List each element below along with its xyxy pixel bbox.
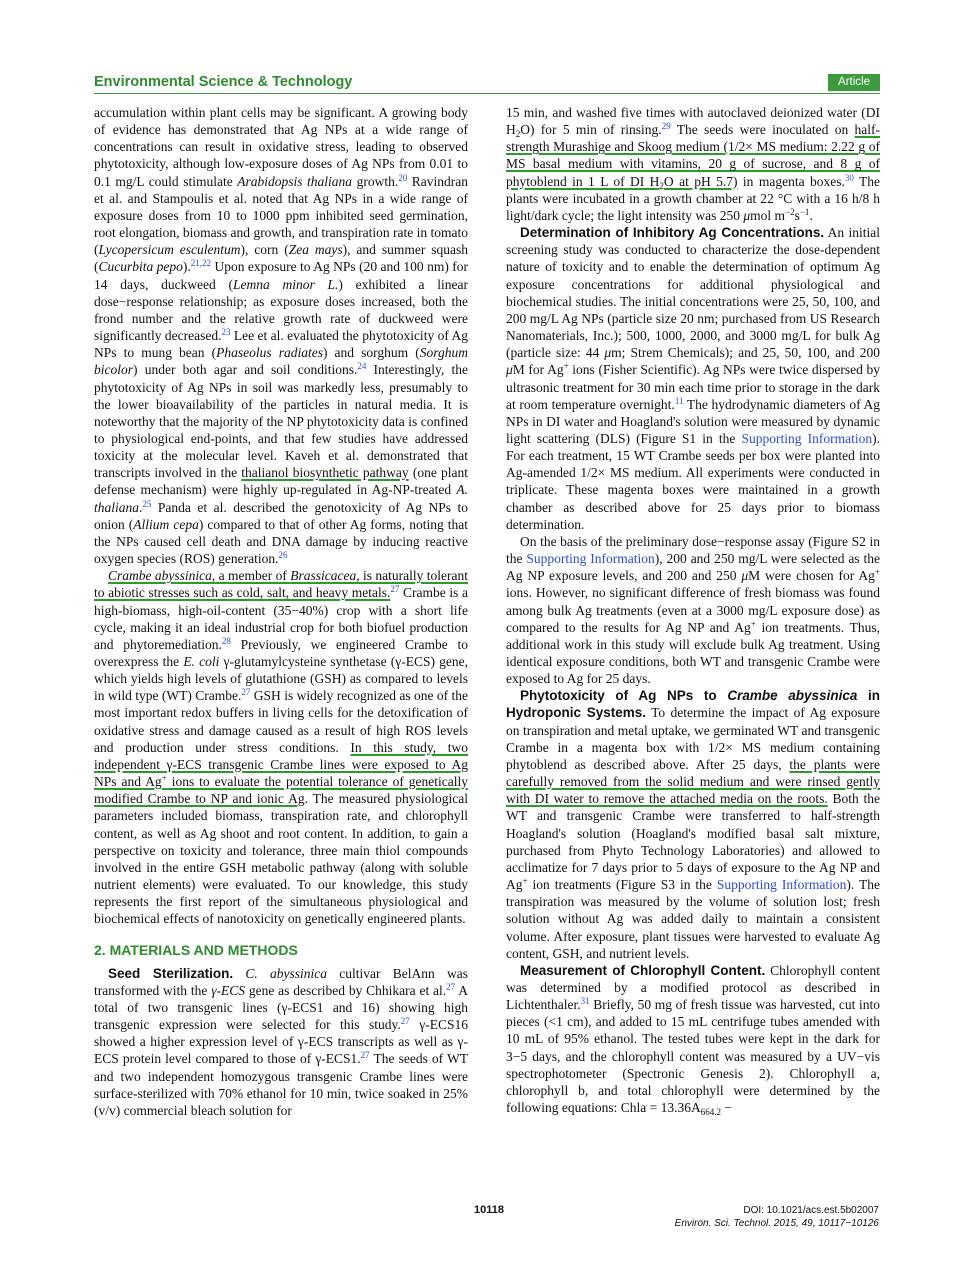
citation-link[interactable]: 26: [278, 550, 288, 561]
doi-link[interactable]: DOI: 10.1021/acs.est.5b02007: [743, 1205, 879, 1216]
header-rule: [94, 93, 880, 94]
paragraph: Measurement of Chlorophyll Content. Chlorophyll content was determined by a modified protocol as described in Lichtenthaler.$^{31}$ Briefly, 50 mg of fresh tissue was harvested, cut into pieces (<1 cm), and added to 15 mL centrifuge tubes amended with 10 mL of 95% ethanol. The tested tubes were kept in the dark for 3−5 days, and the chlorophyll content was measured by a UV−vis spectrophotometer (Spectronic Genesis 2). Chlorophyll a, chlorophyll b, and total chlorophyll were determined by the following equations: Chla = $13.36A_{664.2}$ −: [506, 962, 880, 1118]
left-column: [94, 104, 468, 1119]
journal-citation: Environ. Sci. Technol. 2015, 49, 10117−10126: [674, 1218, 879, 1229]
citation-link[interactable]: 11: [674, 395, 684, 406]
citation-link[interactable]: 25: [142, 498, 152, 509]
article-type-badge: Article: [828, 74, 880, 91]
citation-link[interactable]: 28: [221, 635, 231, 646]
citation-link[interactable]: 21,22: [190, 258, 212, 269]
citation-link[interactable]: 24: [357, 361, 367, 372]
citation-link[interactable]: 27: [390, 584, 400, 595]
paragraph: Determination of Inhibitory Ag Concentrations. An initial screening study was conducted to characterize the dose-dependent nature of toxicity and to enable the determination of optimum Ag exposure concentrations for additional physiological and biochemical studies. The initial concentrations were 25, 50, 100, and 200 mg/L Ag NPs (particle size 20 nm; purchased from US Research Nanomaterials, Inc.); 500, 1000, 2000, and 3000 mg/L for bulk Ag (particle size: 44 μm; Strem Chemicals); and 25, 50, 100, and 200 μM for Ag+ ions (Fisher Scientific). Ag NPs were twice dispersed by ultrasonic treatment for 30 min each time prior to storage in the dark at room temperature overnight.$^{11}$ The hydrodynamic diameters of Ag NPs in DI water and Hoagland's solution were measured by dynamic light scattering (DLS) (Figure S1 in the Supporting Information). For each treatment, 15 WT Crambe seeds per box were planted into Ag-amended 1/2× MS medium. All experiments were conducted in triplicate. These magenta boxes were maintained in a growth chamber as described above for 25 days prior to biomass determination.: [506, 225, 881, 532]
section-heading: 2. MATERIALS AND METHODS: [94, 941, 298, 958]
highlight: half-strength Murashige and Skoog medium (1/2× MS medium: 2.22 g of MS basal medium with vitamins, 20 g of sucrose, and 8 g of phytoblend in 1 L of DI $H_2O$ at pH 5.7): [506, 122, 880, 191]
citation-link[interactable]: 27: [446, 981, 456, 992]
run-in-heading: Determination of Inhibitory Ag Concentrations.: [520, 225, 825, 241]
supporting-info-link[interactable]: Supporting Information: [526, 551, 655, 567]
citation-link[interactable]: 27: [241, 687, 251, 698]
right-column: [506, 104, 880, 1116]
citation-link[interactable]: 20: [398, 172, 408, 183]
page-number: 10118: [474, 1204, 504, 1216]
paragraph: 15 min, and washed five times with autoclaved deionized water (DI $H_2O$) for 5 min of rinsing.$^{29}$ The seeds were inoculated on half-strength Murashige and Skoog medium (1/2× MS medium: 2.22 g of MS basal medium with vitamins, 20 g of sucrose, and 8 g of phytoblend in 1 L of DI $H_2O$ at pH 5.7) in magenta boxes.$^{30}$ The plants were incubated in a growth chamber at 22 °C with a 16 h/8 h light/dark cycle; the light intensity was 250 μmol $m^{-2}s^{-1}$.: [506, 105, 880, 223]
run-in-heading: Measurement of Chlorophyll Content.: [520, 962, 766, 978]
footer-citation: [675, 1204, 879, 1230]
citation-link[interactable]: 27: [400, 1016, 410, 1027]
page-header: [94, 74, 880, 94]
highlight: Crambe abyssinica, a member of Brassicacea, is naturally tolerant to abiotic stresses such as cold, salt, and heavy metals.: [94, 568, 469, 601]
run-in-heading: Phytotoxicity of Ag NPs to Crambe abyssinica in Hydroponic Systems.: [506, 688, 881, 721]
paragraph: On the basis of the preliminary dose−response assay (Figure S2 in the Supporting Information), 200 and 250 mg/L were selected as the Ag NP exposure levels, and 200 and 250 μM were chosen for Ag+ ions. However, no significant difference of fresh biomass was found among bulk Ag treatments (even at a 3000 mg/L exposure dose) as compared to the results for Ag NP and Ag+ ion treatments. Thus, additional work in this study will exclude bulk Ag treatment. Using identical exposure conditions, both WT and transgenic Crambe were exposed to Ag for 25 days.: [506, 533, 880, 687]
paragraph: Phytotoxicity of Ag NPs to Crambe abyssinica in Hydroponic Systems. To determine the impact of Ag exposure on transpiration and metal uptake, we germinated WT and transgenic Crambe in a magenta box with 1/2× MS medium containing phytoblend as described above. After 25 days, the plants were carefully removed from the solid medium and were rinsed gently with DI water to remove the attached media on the roots. Both the WT and transgenic Crambe were transferred to half-strength Hoagland's solution (Hoagland's modified basal salt mixture, purchased from Phyto Technology Laboratories) and allowed to acclimatize for 7 days prior to 5 days of exposure to the Ag NP and Ag+ ion treatments (Figure S3 in the Supporting Information). The transpiration was measured by the volume of solution lost; fresh solution without Ag was added daily to maintain a consistent volume. After exposure, plant tissues were harvested to evaluate Ag content, GSH, and nutrient levels.: [506, 688, 881, 961]
run-in-heading: Seed Sterilization.: [108, 965, 234, 981]
paragraph: accumulation within plant cells may be significant. A growing body of evidence has demonstrated that Ag NPs at a wide range of concentrations can result in oxidative stress, leading to observed phytotoxicity, although low-exposure doses of Ag NPs from 0.01 to 0.1 mg/L could stimulate Arabidopsis thaliana growth.$^{20}$ Ravindran et al. and Stampoulis et al. noted that Ag NPs in a wide range of exposure doses from 10 to 1000 ppm inhibited seed germination, root elongation, biomass and growth, and transpiration rate in tomato (Lycopersicum esculentum), corn (Zea mays), and summer squash (Cucurbita pepo).$^{21,22}$ Upon exposure to Ag NPs (20 and 100 nm) for 14 days, duckweed (Lemna minor L.) exhibited a linear dose−response relationship; as exposure doses increased, both the frond number and the relative growth rate of duckweed were significantly decreased.$^{23}$ Lee et al. evaluated the phytotoxicity of Ag NPs to mung bean (Phaseolus radiates) and sorghum (Sorghum bicolor) under both agar and soil conditions.$^{24}$ Interestingly, the phytotoxicity of Ag NPs in soil was markedly less, presumably to the lower bioavailability of the particles in natural media. It is noteworthy that the majority of the NP phytotoxicity data is confined to physiological end-points, and that few studies have addressed toxicity at the molecular level. Kaveh et al. demonstrated that transcripts involved in the thalianol biosynthetic pathway (one plant defense mechanism) were highly up-regulated in Ag-NP-treated A. thaliana.$^{25}$ Panda et al. described the genotoxicity of Ag NPs to onion (Allium cepa) compared to that of other Ag forms, noting that the NPs caused cell death and DNA damage by inducing reactive oxygen species (ROS) generation.$^{26}$: [94, 105, 469, 567]
supporting-info-link[interactable]: Supporting Information: [716, 877, 847, 893]
supporting-info-link[interactable]: Supporting Information: [741, 430, 873, 446]
citation-link[interactable]: 30: [844, 172, 854, 183]
paragraph: Crambe abyssinica, a member of Brassicacea, is naturally tolerant to abiotic stresses such as cold, salt, and heavy metals.$^{27}$ Crambe is a high-biomass, high-oil-content (35−40%) crop with a short life cycle, making it an ideal industrial crop for both biofuel production and phytoremediation.$^{28}$ Previously, we engineered Crambe to overexpress the E. coli γ-glutamylcysteine synthetase (γ-ECS) gene, which yields high levels of glutathione (GSH) as compared to levels in wild type (WT) Crambe.$^{27}$ GSH is widely recognized as one of the most important redox buffers in living cells for the detoxification of oxidative stress and damage caused as a result of high ROS levels and production under stress conditions. In this study, two independent γ-ECS transgenic Crambe lines were exposed to Ag NPs and Ag+ ions to evaluate the potential tolerance of genetically modified Crambe to NP and ionic Ag. The measured physiological parameters included biomass, transpiration rate, and chlorophyll content, as well as Ag shoot and root content. In addition, to gain a perspective on toxicity and tolerance, three main thiol compounds involved in the entire GSH metabolic pathway (along with soluble nutrient elements) were evaluated. To our knowledge, this study represents the first report of the simultaneous physiological and biochemical effects of nanotoxicity on genetically engineered plants.: [94, 568, 469, 927]
highlight: In this study, two independent γ-ECS transgenic Crambe lines were exposed to Ag NPs and Ag+ ions to evaluate the potential tolerance of genetically modified Crambe to NP and ionic Ag: [94, 739, 468, 807]
citation-link[interactable]: 27: [360, 1050, 370, 1061]
journal-title[interactable]: Environmental Science & Technology: [94, 74, 353, 90]
citation-link[interactable]: 31: [580, 996, 590, 1007]
highlight: the plants were carefully removed from the solid medium and were rinsed gently with DI water to remove the attached media on the roots.: [506, 756, 881, 807]
citation-link[interactable]: 23: [221, 327, 231, 338]
citation-link[interactable]: 29: [661, 121, 671, 132]
paragraph: Seed Sterilization. C. abyssinica cultivar BelAnn was transformed with the γ-ECS gene as described by Chhikara et al.$^{27}$ A total of two transgenic lines (γ-ECS1 and 16) showing high transgenic expression were selected for this study.$^{27}$ γ-ECS16 showed a higher expression level of γ-ECS transcripts as well as γ-ECS protein level compared to those of γ-ECS1.27 The seeds of WT and two independent homozygous transgenic Crambe lines were surface-sterilized with 70% ethanol for 10 min, twice soaked in 25% (v/v) commercial bleach solution for: [94, 965, 468, 1118]
highlight: thalianol biosynthetic pathway: [241, 465, 409, 481]
